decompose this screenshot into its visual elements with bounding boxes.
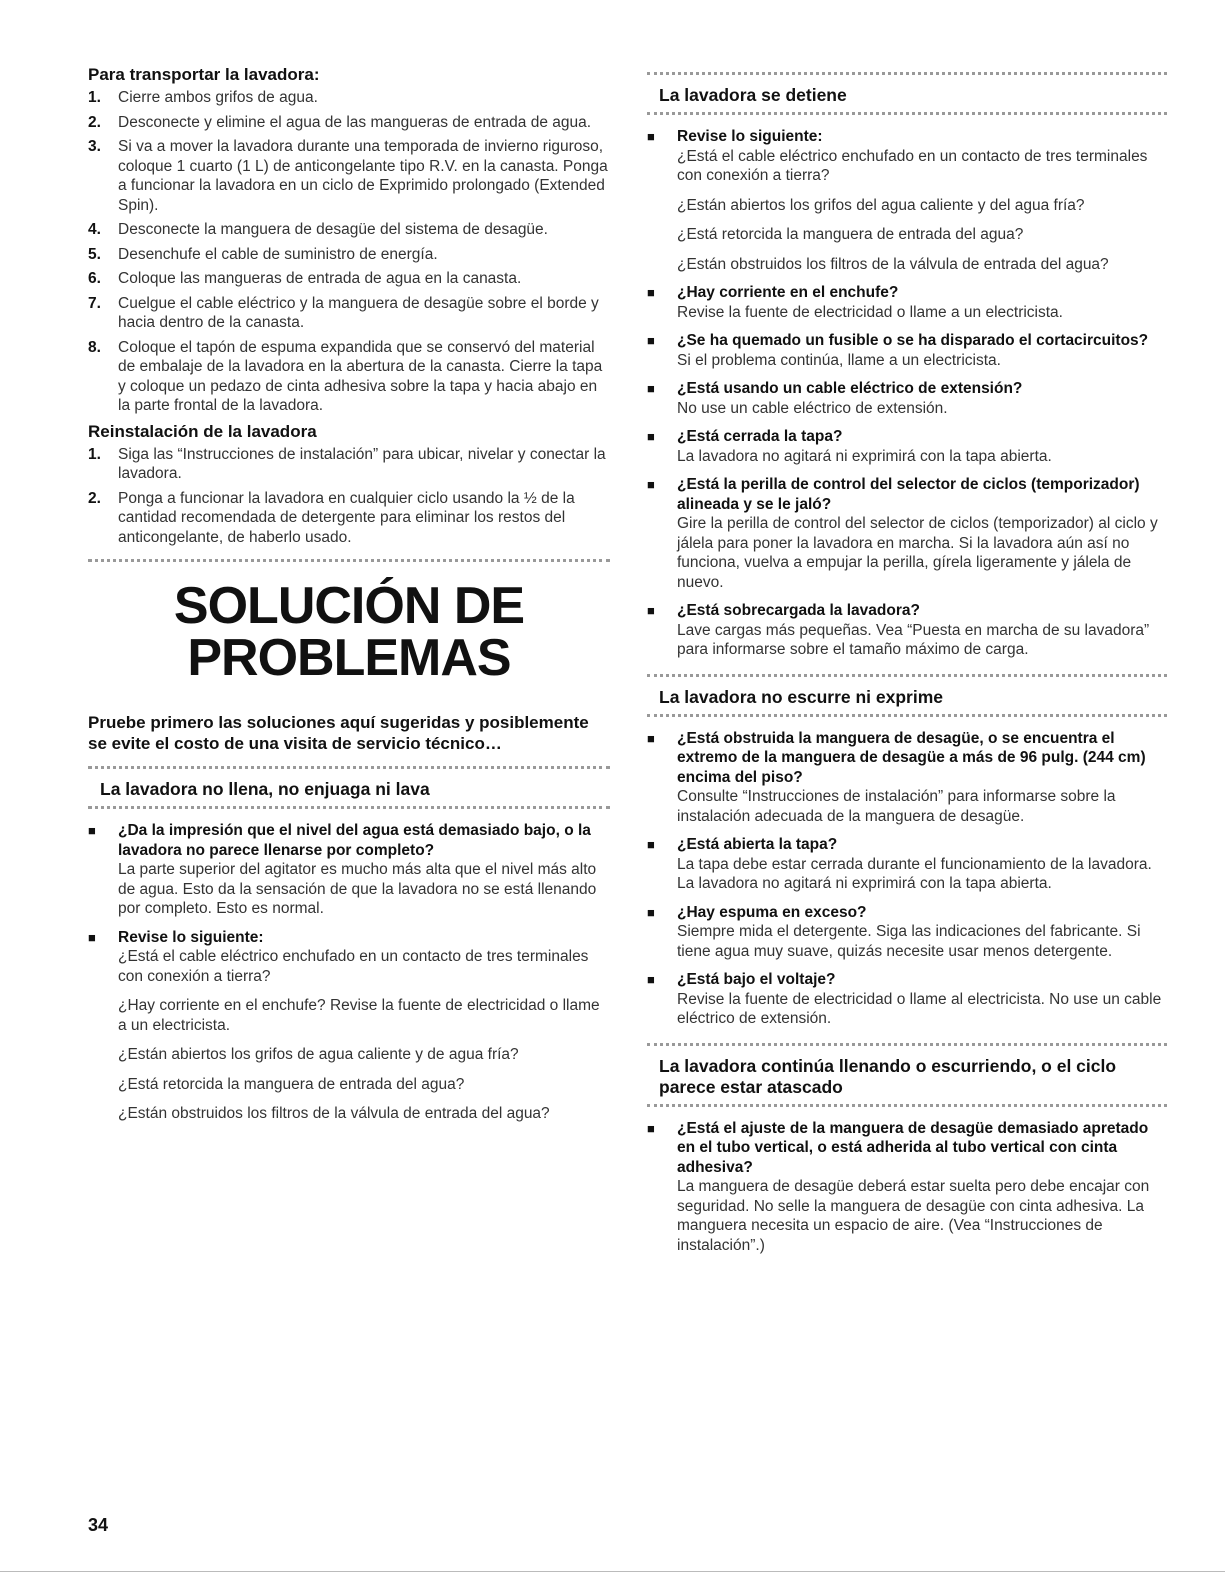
step-number: 1.	[88, 445, 101, 463]
step-number: 5.	[88, 245, 101, 263]
question-text: ¿Está cerrada la tapa?	[677, 428, 843, 445]
square-bullet-icon: ■	[647, 603, 655, 618]
list-item	[647, 283, 1167, 322]
square-bullet-icon: ■	[647, 477, 655, 492]
list-item	[647, 970, 1167, 1029]
answer-text: ¿Está retorcida la manguera de entrada del agua?	[677, 226, 1024, 243]
square-bullet-icon: ■	[647, 837, 655, 852]
answer-text: La parte superior del agitator es mucho más alta que el nivel más alto de agua. Esto da la sensación de que la lavadora no se está llenando por completo. Esto es normal.	[118, 861, 597, 917]
section-heading: La lavadora no llena, no enjuaga ni lava	[100, 779, 430, 799]
section-2-list	[647, 127, 1167, 660]
item-content	[677, 127, 1167, 274]
step-text: Ponga a funcionar la lavadora en cualquier ciclo usando la ½ de la cantidad recomendada de detergente para eliminar los restos del anticongelante, de haberlo usado.	[118, 489, 575, 546]
square-bullet-icon: ■	[647, 904, 655, 920]
page-title-line-1: SOLUCIÓN DE	[173, 577, 525, 635]
square-bullet-icon: ■	[88, 929, 96, 945]
list-item	[647, 427, 1167, 466]
step-text: Coloque las mangueras de entrada de agua en la canasta.	[118, 270, 522, 287]
item-content	[677, 1119, 1167, 1256]
item-content	[677, 475, 1167, 592]
square-bullet-icon: ■	[647, 1120, 655, 1136]
answer-text: La manguera de desagüe deberá estar suelta pero debe encajar con seguridad. No selle la manguera de desagüe con cinta adhesiva. La manguera necesita un espacio de aire. (Vea “Instrucciones de instalación”.)	[677, 1178, 1150, 1254]
step-item	[88, 294, 610, 333]
question-text: ¿Está la perilla de control del selector de ciclos (temporizador) alineada y se le jaló?	[677, 476, 1140, 513]
item-content	[118, 928, 610, 1124]
section-divider-bottom	[647, 714, 1167, 717]
step-text: Si va a mover la lavadora durante una temporada de invierno riguroso, coloque 1 cuarto (1 L) de anticongelante tipo R.V. en la canasta. Ponga a funcionar la lavadora en un ciclo de Exprimido prolongado (Extended Spin).	[118, 138, 608, 214]
question-text: Revise lo siguiente:	[677, 128, 823, 145]
answer-text: ¿Están obstruidos los filtros de la válvula de entrada del agua?	[118, 1105, 550, 1122]
step-text: Siga las “Instrucciones de instalación” para ubicar, nivelar y conectar la lavadora.	[118, 445, 606, 482]
intro-text: Pruebe primero las soluciones aquí sugeridas y posiblemente se evite el costo de una visita de servicio técnico…	[88, 713, 589, 753]
step-item	[88, 137, 610, 215]
section-3-list	[647, 729, 1167, 1029]
step-item	[88, 220, 610, 240]
page-title	[88, 577, 610, 687]
section-heading: La lavadora no escurre ni exprime	[659, 686, 944, 707]
question-text: ¿Está el ajuste de la manguera de desagüe demasiado apretado en el tubo vertical, o está adherida al tubo vertical con cinta adhesiva?	[677, 1119, 1149, 1176]
square-bullet-icon: ■	[647, 730, 655, 746]
question-text: ¿Hay espuma en exceso?	[677, 903, 867, 921]
answer-text: Siempre mida el detergente. Siga las indicaciones del fabricante. Si tiene agua muy suave, quizás necesite usar menos detergente.	[677, 923, 1141, 960]
step-number: 4.	[88, 221, 101, 238]
step-text: Desconecte la manguera de desagüe del sistema de desagüe.	[118, 221, 548, 238]
answer-text: La lavadora no agitará ni exprimirá con la tapa abierta.	[677, 447, 1052, 465]
question-text: ¿Está bajo el voltaje?	[677, 971, 836, 988]
list-item	[647, 1119, 1167, 1256]
reinstall-steps	[88, 445, 610, 548]
answer-text: ¿Está retorcida la manguera de entrada del agua?	[118, 1075, 465, 1093]
step-text: Desconecte y elimine el agua de las mangueras de entrada de agua.	[118, 113, 592, 131]
step-item	[88, 489, 610, 548]
question-text: ¿Hay corriente en el enchufe?	[677, 284, 899, 301]
answer-text: Gire la perilla de control del selector de ciclos (temporizador) al ciclo y jálela para poner la lavadora en marcha. Si la lavadora aún así no funciona, vuelva a empujar la perilla, gírela ligeramente y jálela de nuevo.	[677, 515, 1158, 591]
page-title-line-2: PROBLEMAS	[187, 629, 511, 687]
section-divider-bottom	[647, 1104, 1167, 1107]
step-number: 1.	[88, 89, 101, 106]
answer-text: No use un cable eléctrico de extensión.	[677, 399, 948, 417]
step-item	[88, 269, 610, 289]
item-content	[677, 601, 1167, 660]
square-bullet-icon: ■	[88, 823, 96, 838]
answer-text: Revise la fuente de electricidad o llame al electricista. No use un cable eléctrico de extensión.	[677, 990, 1162, 1027]
answer-text: ¿Están abiertos los grifos de agua caliente y de agua fría?	[118, 1046, 519, 1063]
square-bullet-icon: ■	[647, 285, 655, 300]
answer-text: ¿Hay corriente en el enchufe? Revise la fuente de electricidad o llame a un electricista.	[118, 997, 600, 1034]
list-item	[647, 475, 1167, 592]
answer-text: ¿Están abiertos los grifos del agua caliente y del agua fría?	[677, 196, 1085, 214]
left-column	[88, 64, 610, 1133]
step-number: 7.	[88, 294, 101, 312]
item-content	[677, 427, 1167, 466]
item-content	[677, 970, 1167, 1029]
answer-text: ¿Está el cable eléctrico enchufado en un contacto de tres terminales con conexión a tierra?	[118, 948, 589, 985]
question-text: ¿Se ha quemado un fusible o se ha disparado el cortacircuitos?	[677, 332, 1149, 349]
step-item	[88, 338, 610, 416]
transport-title: Para transportar la lavadora:	[88, 65, 320, 84]
item-content	[677, 379, 1167, 418]
section-heading: La lavadora continúa llenando o escurriendo, o el ciclo parece estar atascado	[659, 1055, 1117, 1097]
list-item	[647, 903, 1167, 962]
item-content	[118, 821, 610, 919]
answer-text: Consulte “Instrucciones de instalación” para informarse sobre la instalación adecuada de la manguera de desagüe.	[677, 788, 1116, 825]
section-divider-bottom	[88, 806, 610, 809]
list-item	[647, 331, 1167, 370]
answer-text: ¿Está el cable eléctrico enchufado en un contacto de tres terminales con conexión a tierra?	[677, 147, 1148, 184]
list-item	[647, 127, 1167, 274]
question-text: ¿Está sobrecargada la lavadora?	[677, 602, 920, 619]
question-text: ¿Está obstruida la manguera de desagüe, o se encuentra el extremo de la manguera de desagüe a más de 96 pulg. (244 cm) encima del piso?	[677, 729, 1146, 786]
step-item	[88, 88, 610, 108]
step-number: 6.	[88, 270, 101, 287]
divider	[88, 559, 610, 562]
item-content	[677, 835, 1167, 894]
answer-text: Lave cargas más pequeñas. Vea “Puesta en marcha de su lavadora” para informarse sobre el tamaño máximo de carga.	[677, 621, 1150, 658]
step-text: Desenchufe el cable de suministro de energía.	[118, 245, 438, 263]
section-heading: La lavadora se detiene	[659, 85, 847, 105]
step-text: Cierre ambos grifos de agua.	[118, 89, 318, 106]
question-text: ¿Está abierta la tapa?	[677, 836, 838, 853]
question-text: ¿Da la impresión que el nivel del agua está demasiado bajo, o la lavadora no parece llenarse por completo?	[118, 822, 591, 859]
square-bullet-icon: ■	[647, 381, 655, 396]
question-text: Revise lo siguiente:	[118, 928, 264, 946]
square-bullet-icon: ■	[647, 129, 655, 144]
answer-text: La tapa debe estar cerrada durante el funcionamiento de la lavadora. La lavadora no agitará ni exprimirá con la tapa abierta.	[677, 855, 1152, 892]
step-number: 2.	[88, 489, 101, 507]
list-item	[88, 928, 610, 1124]
item-content	[677, 331, 1167, 370]
item-content	[677, 729, 1167, 827]
right-column	[647, 72, 1167, 1264]
section-1-list	[88, 821, 610, 1124]
answer-text: ¿Están obstruidos los filtros de la válvula de entrada del agua?	[677, 255, 1109, 273]
section-4-list	[647, 1119, 1167, 1256]
list-item	[88, 821, 610, 919]
answer-text: Revise la fuente de electricidad o llame a un electricista.	[677, 303, 1063, 321]
step-number: 3.	[88, 138, 101, 155]
list-item	[647, 835, 1167, 894]
list-item	[647, 379, 1167, 418]
step-item	[88, 113, 610, 133]
list-item	[647, 729, 1167, 827]
item-content	[677, 283, 1167, 322]
step-item	[88, 445, 610, 484]
step-item	[88, 245, 610, 265]
step-number: 2.	[88, 113, 101, 131]
item-content	[677, 903, 1167, 962]
list-item	[647, 601, 1167, 660]
answer-text: Si el problema continúa, llame a un electricista.	[677, 351, 1001, 369]
step-text: Coloque el tapón de espuma expandida que se conservó del material de embalaje de la lavadora en la abertura de la canasta. Cierre la tapa y coloque un pedazo de cinta adhesiva sobre la tapa y hacia abajo en la parte frontal de la lavadora.	[118, 338, 603, 414]
reinstall-title: Reinstalación de la lavadora	[88, 421, 317, 441]
square-bullet-icon: ■	[647, 972, 655, 987]
question-text: ¿Está usando un cable eléctrico de extensión?	[677, 380, 1023, 397]
section-divider-bottom	[647, 112, 1167, 115]
step-text: Cuelgue el cable eléctrico y la manguera de desagüe sobre el borde y hacia dentro de la canasta.	[118, 294, 599, 331]
page-number: 34	[88, 1515, 109, 1535]
square-bullet-icon: ■	[647, 429, 655, 444]
transport-steps	[88, 88, 610, 416]
step-number: 8.	[88, 338, 101, 356]
bottom-rule	[0, 1571, 1225, 1572]
square-bullet-icon: ■	[647, 333, 655, 348]
